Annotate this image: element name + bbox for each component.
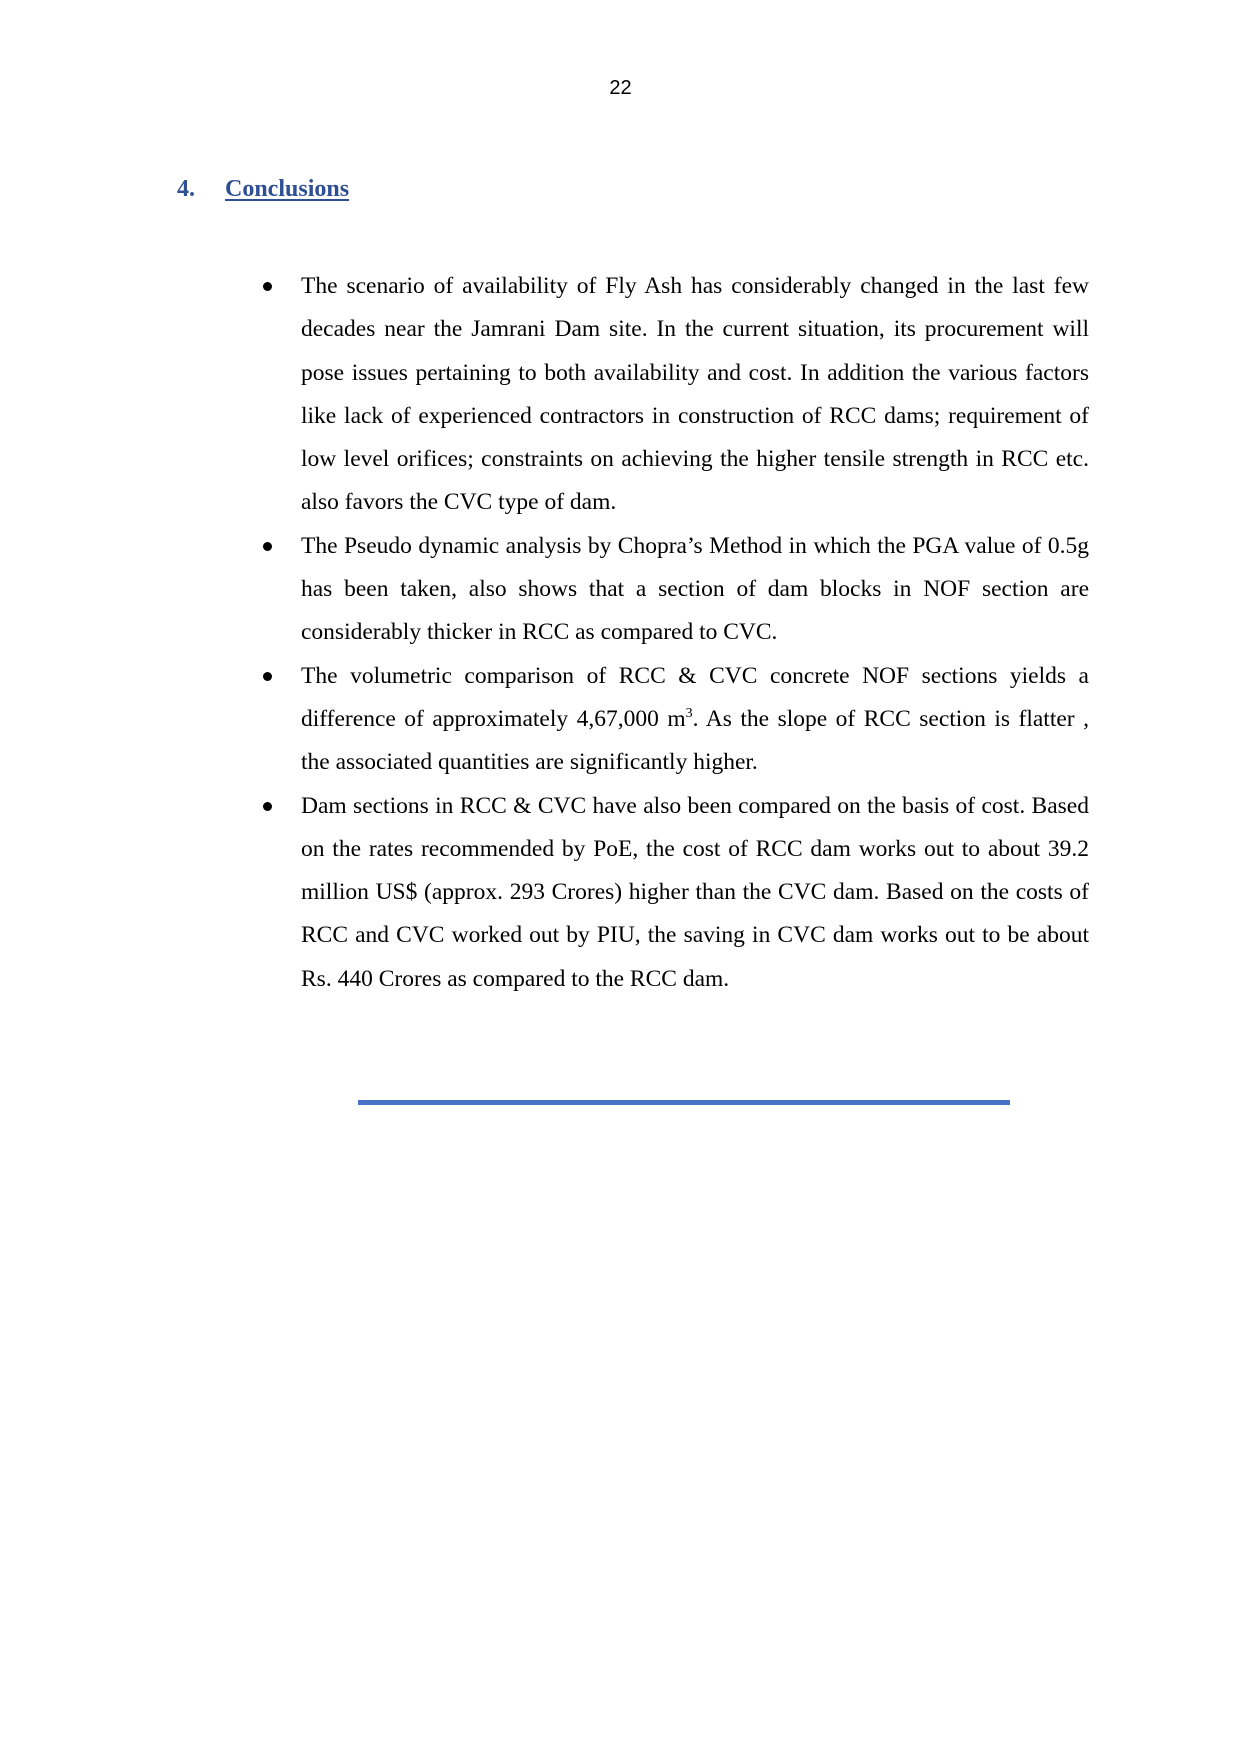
conclusion-text: The scenario of availability of Fly Ash has considerably changed in the last few decades near the Jamrani Dam site. In the current situation, its procurement will pose issues pertaining to both availability and cost. In addition the various factors like lack of experienced contractors in construction of RCC dams; requirement of low level orifices; constraints on achieving the higher tensile strength in RCC etc. also favors the CVC type of dam. (301, 273, 1089, 516)
conclusion-item-pseudo-dynamic (261, 525, 1089, 655)
bullet-icon (263, 672, 272, 681)
page-number: 22 (609, 77, 632, 99)
conclusion-text: Dam sections in RCC & CVC have also been compared on the basis of cost. Based on the rates recommended by PoE, the cost of RCC dam works out to about 39.2 million US$ (approx. 293 Crores) higher than the CVC dam. Based on the costs of RCC and CVC worked out by PIU, the saving in CVC dam works out to be about Rs. 440 Crores as compared to the RCC dam. (301, 792, 1089, 992)
conclusion-text: The Pseudo dynamic analysis by Chopra’s Method in which the PGA value of 0.5g has been taken, also shows that a section of dam blocks in NOF section are considerably thicker in RCC as compared to CVC. (301, 532, 1089, 646)
section-heading (177, 174, 349, 204)
bullet-icon (263, 802, 272, 811)
conclusion-item-cost (261, 785, 1089, 1001)
closing-divider (358, 1100, 1010, 1105)
conclusion-item-fly-ash (261, 265, 1089, 525)
bullet-icon (263, 542, 272, 551)
conclusion-text-part-2: . As the slope of RCC section is flatter , the associated quantities are significantly higher. (301, 705, 1089, 776)
superscript-unit: 3 (685, 706, 693, 722)
conclusion-text-part-1: The volumetric comparison of RCC & CVC concrete NOF sections yields a difference of approximately 4,67,000 m (301, 662, 1089, 732)
bullet-icon (263, 282, 272, 291)
section-number: 4. (177, 176, 195, 202)
conclusions-list (261, 265, 1089, 1001)
section-title: Conclusions (225, 176, 350, 202)
conclusion-item-volumetric (261, 655, 1089, 785)
